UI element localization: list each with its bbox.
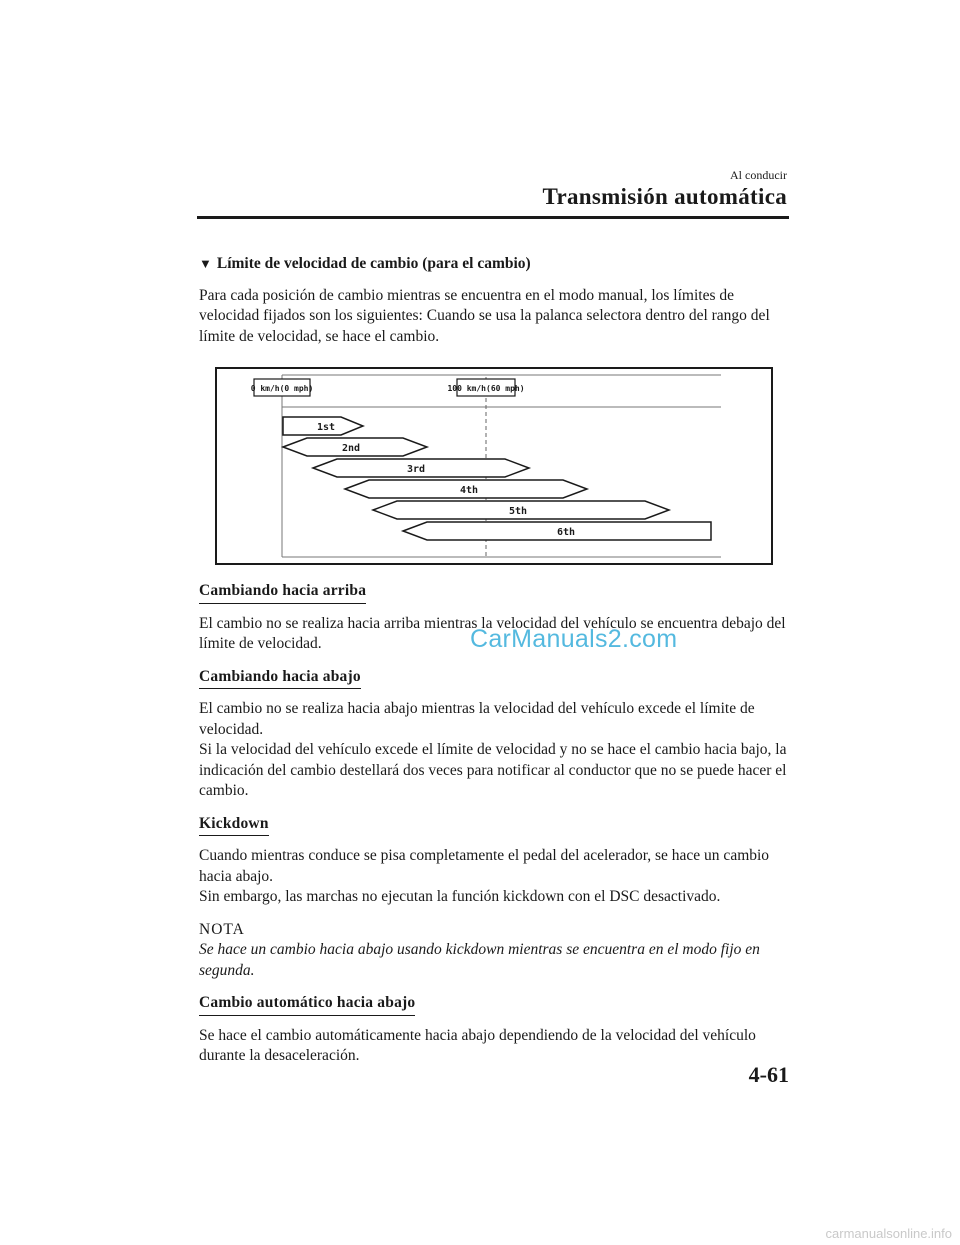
header-rule [197,216,789,219]
section-heading [199,254,791,275]
footer-watermark: carmanualsonline.info [825,1226,952,1241]
kickdown-heading: Kickdown [199,814,269,837]
gear-label-5th: 5th [509,506,528,517]
gear-label-2nd: 2nd [342,443,361,454]
gear-label-4th: 4th [460,485,479,496]
note-label: NOTA [199,920,245,938]
auto-downshift-heading: Cambio automático hacia abajo [199,993,415,1016]
triangle-down-icon: ▼ [199,256,212,271]
main-content [199,254,791,1079]
downshift-heading: Cambiando hacia abajo [199,667,361,690]
speed-label-100: 100 km/h(60 mph) [447,384,525,393]
gear-label-3rd: 3rd [407,464,426,475]
kickdown-text-2: Sin embargo, las marchas no ejecutan la función kickdown con el DSC desactivado. [199,888,721,905]
gear-label-1st: 1st [317,422,336,433]
intro-paragraph: Para cada posición de cambio mientras se encuentra en el modo manual, los límites de velocidad fijados son los siguientes: Cuando se usa la palanca selectora dentro del rango del límite de velocidad, se hace el cambio. [199,286,770,345]
section-title: Transmisión automática [542,184,787,209]
page-number: 4-61 [748,1062,789,1087]
note-text: Se hace un cambio hacia abajo usando kickdown mientras se encuentra en el modo fijo en segunda. [199,941,760,979]
shift-speed-diagram [217,369,771,563]
downshift-text-1: El cambio no se realiza hacia abajo mientras la velocidad del vehículo excede el límite de velocidad. [199,700,755,738]
upshift-text: El cambio no se realiza hacia arriba mientras la velocidad del vehículo se encuentra debajo del límite de velocidad. [199,614,786,652]
downshift-text-2: Si la velocidad del vehículo excede el límite de velocidad y no se hace el cambio hacia bajo, la indicación del cambio destellará dos veces para notificar al conductor que no se puede hacer el cambio. [199,741,787,799]
auto-downshift-text: Se hace el cambio automáticamente hacia abajo dependiendo de la velocidad del vehículo durante la desaceleración. [199,1026,756,1064]
carmanuals-watermark: CarManuals2.com [470,625,678,653]
chapter-label: Al conducir [730,168,787,182]
kickdown-text-1: Cuando mientras conduce se pisa completamente el pedal del acelerador, se hace un cambio hacia abajo. [199,847,770,885]
upshift-heading: Cambiando hacia arriba [199,581,366,604]
gear-label-6th: 6th [557,527,576,538]
section-heading-text: Límite de velocidad de cambio (para el cambio) [216,255,531,272]
speed-label-0: 0 km/h(0 mph) [250,384,314,393]
shift-speed-figure [215,367,773,565]
